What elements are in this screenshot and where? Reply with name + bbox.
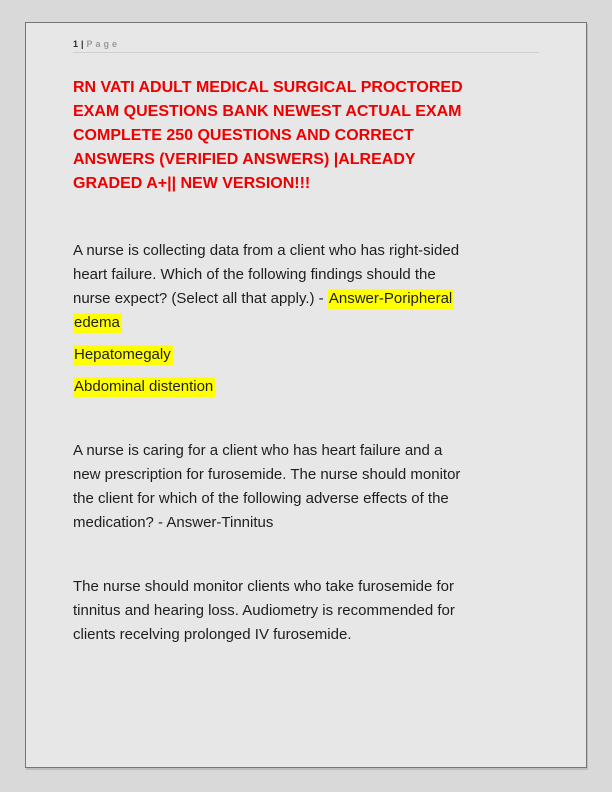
header-separator: | (81, 39, 84, 49)
title-line: ANSWERS (VERIFIED ANSWERS) |ALREADY (73, 151, 416, 168)
highlighted-answer-text: Abdominal distention (74, 378, 214, 395)
text-segment: the client for which of the following adverse effects of the (73, 490, 449, 507)
text-line (73, 311, 539, 335)
document-page (25, 22, 587, 768)
title-line: EXAM QUESTIONS BANK NEWEST ACTUAL EXAM (73, 103, 462, 120)
text-line (73, 575, 539, 599)
answer-hepatomegaly (73, 343, 539, 367)
document-title (73, 76, 539, 196)
rationale-furosemide (73, 575, 539, 647)
text-line (73, 375, 539, 399)
highlighted-answer-text: Answer-Poripheral (328, 290, 453, 307)
text-segment: A nurse is caring for a client who has heart failure and a (73, 442, 443, 459)
text-line (73, 623, 539, 647)
text-segment: tinnitus and hearing loss. Audiometry is recommended for (73, 602, 455, 619)
text-line (73, 511, 539, 535)
text-segment: medication? - Answer-Tinnitus (73, 514, 274, 531)
question-1 (73, 239, 539, 335)
text-line (73, 239, 539, 263)
page-header (73, 38, 539, 50)
text-line (73, 487, 539, 511)
question-2 (73, 439, 539, 535)
document-body (73, 239, 539, 647)
text-line (73, 263, 539, 287)
answer-abdominal-distention (73, 375, 539, 399)
title-line: COMPLETE 250 QUESTIONS AND CORRECT (73, 127, 414, 144)
text-line (73, 599, 539, 623)
highlighted-answer-text: edema (74, 314, 120, 331)
title-line: GRADED A+|| NEW VERSION!!! (73, 175, 311, 192)
text-line (73, 439, 539, 463)
title-line: RN VATI ADULT MEDICAL SURGICAL PROCTORED (73, 79, 463, 96)
highlighted-answer-text: Hepatomegaly (74, 346, 171, 363)
header-rule (73, 52, 539, 53)
text-line (73, 287, 539, 311)
page-number: 1 (73, 39, 79, 49)
text-segment: clients recelving prolonged IV furosemide. (73, 626, 352, 643)
text-line (73, 343, 539, 367)
text-segment: heart failure. Which of the following findings should the (73, 266, 436, 283)
text-line (73, 463, 539, 487)
text-segment: The nurse should monitor clients who take furosemide for (73, 578, 455, 595)
text-segment: nurse expect? (Select all that apply.) - (73, 290, 328, 307)
text-segment: A nurse is collecting data from a client who has right-sided (73, 242, 460, 259)
text-segment: new prescription for furosemide. The nurse should monitor (73, 466, 461, 483)
header-label: Page (86, 39, 121, 49)
